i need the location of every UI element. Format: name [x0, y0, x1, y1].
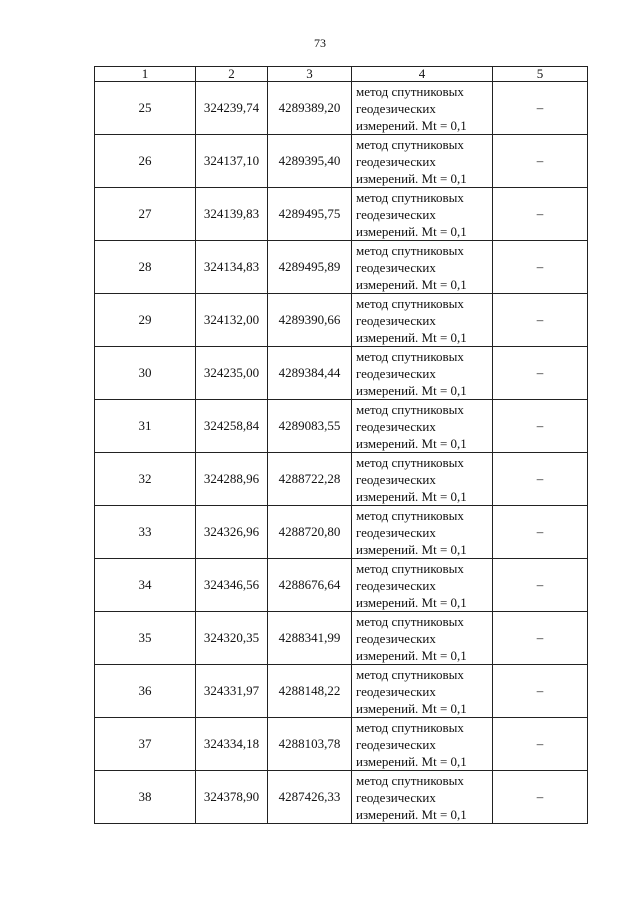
method-cell [352, 718, 493, 771]
method-cell [352, 294, 493, 347]
header-col-4: 4 [352, 67, 493, 82]
method-cell [352, 347, 493, 400]
method-line: метод спутниковых [356, 560, 464, 576]
method-line: метод спутниковых [356, 666, 464, 682]
method-cell [352, 188, 493, 241]
method-line: геодезических [356, 365, 436, 381]
point-number-cell: 38 [95, 771, 196, 824]
y-coordinate-cell: 4288341,99 [268, 612, 352, 665]
y-coordinate-cell: 4289495,75 [268, 188, 352, 241]
x-coordinate-cell: 324132,00 [196, 294, 268, 347]
note-cell: – [493, 665, 588, 718]
x-coordinate-cell: 324235,00 [196, 347, 268, 400]
point-number-cell: 35 [95, 612, 196, 665]
x-coordinate-cell: 324258,84 [196, 400, 268, 453]
table-row [95, 559, 588, 612]
x-coordinate-cell: 324239,74 [196, 82, 268, 135]
header-col-1: 1 [95, 67, 196, 82]
method-line: геодезических [356, 206, 436, 222]
x-coordinate-cell: 324326,96 [196, 506, 268, 559]
header-col-5: 5 [493, 67, 588, 82]
note-cell: – [493, 559, 588, 612]
method-line: измерений. Mt = 0,1 [356, 276, 467, 292]
method-line: геодезических [356, 789, 436, 805]
method-line: метод спутниковых [356, 613, 464, 629]
method-line: измерений. Mt = 0,1 [356, 117, 467, 133]
note-cell: – [493, 771, 588, 824]
method-line: геодезических [356, 577, 436, 593]
x-coordinate-cell: 324320,35 [196, 612, 268, 665]
table-row [95, 771, 588, 824]
method-line: измерений. Mt = 0,1 [356, 382, 467, 398]
method-line: метод спутниковых [356, 83, 464, 99]
point-number-cell: 29 [95, 294, 196, 347]
header-col-3: 3 [268, 67, 352, 82]
x-coordinate-cell: 324331,97 [196, 665, 268, 718]
y-coordinate-cell: 4289395,40 [268, 135, 352, 188]
point-number-cell: 25 [95, 82, 196, 135]
table-row [95, 82, 588, 135]
method-line: измерений. Mt = 0,1 [356, 594, 467, 610]
table-row [95, 506, 588, 559]
method-line: метод спутниковых [356, 136, 464, 152]
method-cell [352, 82, 493, 135]
point-number-cell: 28 [95, 241, 196, 294]
method-line: метод спутниковых [356, 348, 464, 364]
method-line: измерений. Mt = 0,1 [356, 170, 467, 186]
method-line: измерений. Mt = 0,1 [356, 541, 467, 557]
note-cell: – [493, 82, 588, 135]
y-coordinate-cell: 4289083,55 [268, 400, 352, 453]
y-coordinate-cell: 4289384,44 [268, 347, 352, 400]
method-line: метод спутниковых [356, 772, 464, 788]
point-number-cell: 31 [95, 400, 196, 453]
method-line: измерений. Mt = 0,1 [356, 806, 467, 822]
y-coordinate-cell: 4288720,80 [268, 506, 352, 559]
x-coordinate-cell: 324137,10 [196, 135, 268, 188]
method-line: метод спутниковых [356, 719, 464, 735]
method-line: геодезических [356, 153, 436, 169]
x-coordinate-cell: 324346,56 [196, 559, 268, 612]
note-cell: – [493, 400, 588, 453]
table-row [95, 188, 588, 241]
x-coordinate-cell: 324288,96 [196, 453, 268, 506]
note-cell: – [493, 453, 588, 506]
method-cell [352, 400, 493, 453]
method-line: метод спутниковых [356, 401, 464, 417]
method-cell [352, 453, 493, 506]
method-line: геодезических [356, 524, 436, 540]
method-line: измерений. Mt = 0,1 [356, 700, 467, 716]
method-line: метод спутниковых [356, 242, 464, 258]
method-line: измерений. Mt = 0,1 [356, 647, 467, 663]
method-line: метод спутниковых [356, 189, 464, 205]
point-number-cell: 27 [95, 188, 196, 241]
point-number-cell: 33 [95, 506, 196, 559]
y-coordinate-cell: 4288722,28 [268, 453, 352, 506]
method-line: метод спутниковых [356, 507, 464, 523]
point-number-cell: 30 [95, 347, 196, 400]
header-row [95, 67, 588, 82]
y-coordinate-cell: 4287426,33 [268, 771, 352, 824]
point-number-cell: 37 [95, 718, 196, 771]
x-coordinate-cell: 324334,18 [196, 718, 268, 771]
method-line: метод спутниковых [356, 295, 464, 311]
method-line: геодезических [356, 683, 436, 699]
y-coordinate-cell: 4289495,89 [268, 241, 352, 294]
method-cell [352, 559, 493, 612]
method-line: геодезических [356, 630, 436, 646]
page-number: 73 [314, 36, 326, 50]
table-row [95, 665, 588, 718]
table-header [95, 67, 588, 82]
method-cell [352, 241, 493, 294]
table-row [95, 294, 588, 347]
method-line: геодезических [356, 100, 436, 116]
table-row [95, 347, 588, 400]
x-coordinate-cell: 324139,83 [196, 188, 268, 241]
method-line: измерений. Mt = 0,1 [356, 223, 467, 239]
y-coordinate-cell: 4289389,20 [268, 82, 352, 135]
note-cell: – [493, 612, 588, 665]
method-cell [352, 135, 493, 188]
method-line: измерений. Mt = 0,1 [356, 753, 467, 769]
y-coordinate-cell: 4288148,22 [268, 665, 352, 718]
method-line: метод спутниковых [356, 454, 464, 470]
method-line: геодезических [356, 259, 436, 275]
note-cell: – [493, 506, 588, 559]
method-cell [352, 612, 493, 665]
note-cell: – [493, 241, 588, 294]
method-line: измерений. Mt = 0,1 [356, 329, 467, 345]
method-cell [352, 506, 493, 559]
y-coordinate-cell: 4288676,64 [268, 559, 352, 612]
note-cell: – [493, 135, 588, 188]
method-cell [352, 771, 493, 824]
table-row [95, 453, 588, 506]
method-line: геодезических [356, 418, 436, 434]
method-line: геодезических [356, 736, 436, 752]
table-row [95, 718, 588, 771]
method-cell [352, 665, 493, 718]
note-cell: – [493, 347, 588, 400]
header-col-2: 2 [196, 67, 268, 82]
table-row [95, 135, 588, 188]
table-row [95, 400, 588, 453]
x-coordinate-cell: 324378,90 [196, 771, 268, 824]
coordinates-table [94, 66, 588, 824]
y-coordinate-cell: 4288103,78 [268, 718, 352, 771]
note-cell: – [493, 188, 588, 241]
table-row [95, 241, 588, 294]
x-coordinate-cell: 324134,83 [196, 241, 268, 294]
note-cell: – [493, 718, 588, 771]
method-line: измерений. Mt = 0,1 [356, 435, 467, 451]
table-row [95, 612, 588, 665]
method-line: геодезических [356, 471, 436, 487]
method-line: геодезических [356, 312, 436, 328]
point-number-cell: 26 [95, 135, 196, 188]
point-number-cell: 34 [95, 559, 196, 612]
y-coordinate-cell: 4289390,66 [268, 294, 352, 347]
point-number-cell: 32 [95, 453, 196, 506]
point-number-cell: 36 [95, 665, 196, 718]
table-body [95, 82, 588, 824]
note-cell: – [493, 294, 588, 347]
method-line: измерений. Mt = 0,1 [356, 488, 467, 504]
